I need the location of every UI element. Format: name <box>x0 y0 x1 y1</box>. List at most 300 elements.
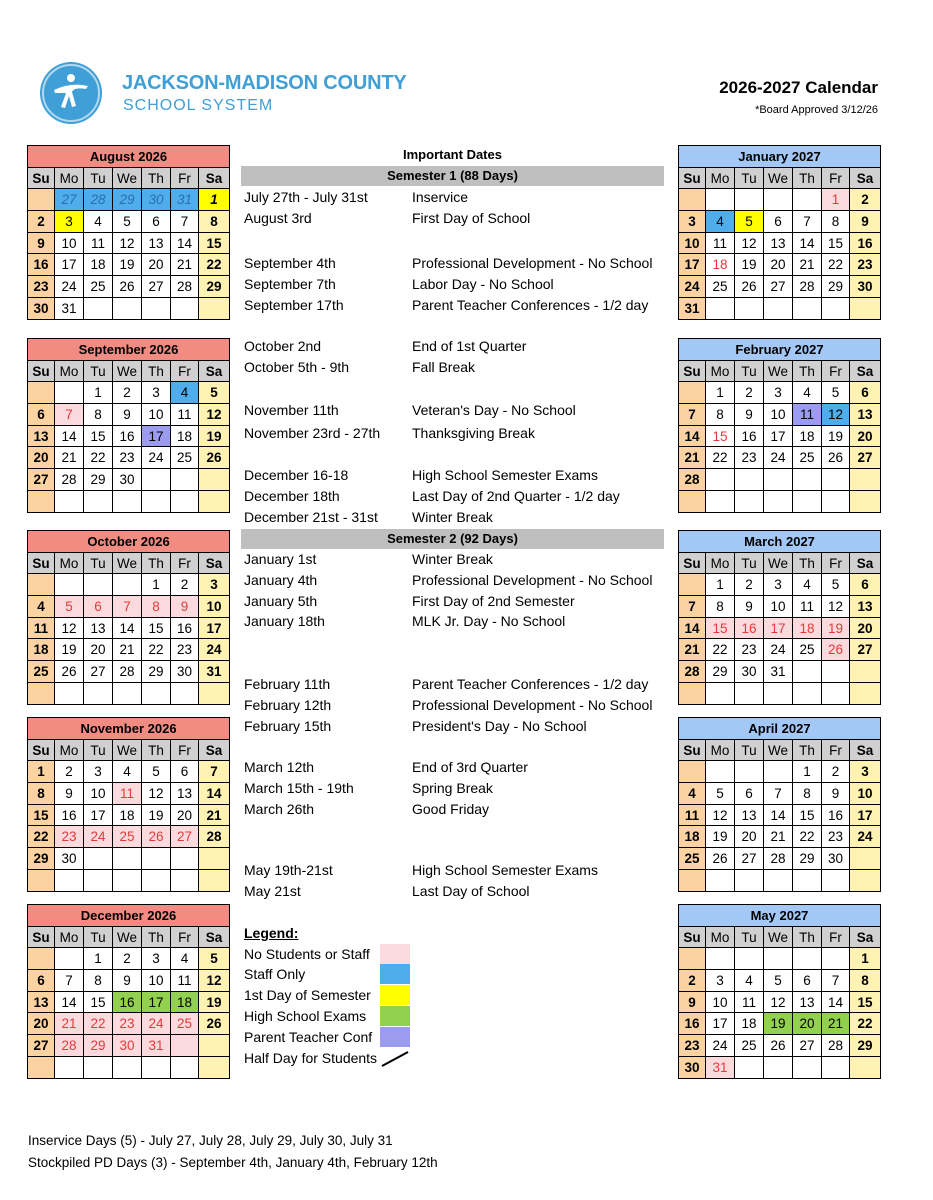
calendar-day: 9 <box>113 404 142 426</box>
calendar-day: 5 <box>822 382 850 404</box>
calendar-day: 17 <box>55 254 84 276</box>
calendar-day: 24 <box>55 276 84 298</box>
calendar-day <box>679 869 706 891</box>
calendar-day: 3 <box>199 574 230 596</box>
calendar-day <box>142 848 171 870</box>
semester-2-bar: Semester 2 (92 Days) <box>241 529 664 549</box>
event-description: Spring Break <box>412 780 493 796</box>
event-date: October 2nd <box>244 338 322 354</box>
calendar-day: 7 <box>55 404 84 426</box>
calendar-day: 6 <box>84 596 113 618</box>
calendar-day: 11 <box>679 804 706 826</box>
calendar-day: 21 <box>171 254 199 276</box>
calendar-day: 24 <box>706 1035 735 1057</box>
calendar-day: 7 <box>55 970 84 992</box>
calendar-day: 1 <box>84 948 113 970</box>
calendar-day <box>171 848 199 870</box>
day-of-week-header: Tu <box>735 552 764 574</box>
calendar-day: 16 <box>735 425 764 447</box>
event-date: March 12th <box>244 759 315 775</box>
day-of-week-header: Tu <box>84 167 113 189</box>
calendar-day <box>679 189 706 211</box>
calendar-day: 8 <box>822 211 850 233</box>
calendar-day: 14 <box>822 991 850 1013</box>
calendar-day: 2 <box>55 761 84 783</box>
calendar-day: 4 <box>113 761 142 783</box>
event-description: Labor Day - No School <box>412 276 554 292</box>
calendar-day: 21 <box>55 447 84 469</box>
month-title: October 2026 <box>28 531 230 553</box>
calendar-day: 13 <box>793 991 822 1013</box>
calendar-day <box>55 574 84 596</box>
calendar-day: 24 <box>142 1013 171 1035</box>
event-date: March 15th - 19th <box>244 780 354 796</box>
calendar-day: 2 <box>735 574 764 596</box>
day-of-week-header: Th <box>142 167 171 189</box>
calendar-day: 28 <box>822 1035 850 1057</box>
calendar-day: 26 <box>822 447 850 469</box>
calendar-day <box>764 189 793 211</box>
calendar-day: 17 <box>850 804 881 826</box>
calendar-day: 27 <box>171 826 199 848</box>
calendar-day: 11 <box>706 232 735 254</box>
calendar-day <box>199 1035 230 1057</box>
calendar-day: 6 <box>142 211 171 233</box>
calendar-day: 11 <box>113 783 142 805</box>
calendar-day: 20 <box>28 1013 55 1035</box>
calendar-day: 9 <box>735 596 764 618</box>
calendar-day <box>706 948 735 970</box>
calendar-day <box>28 1056 55 1078</box>
calendar-day: 9 <box>850 211 881 233</box>
calendar-day: 4 <box>735 970 764 992</box>
month-title: March 2027 <box>679 531 881 553</box>
calendar-day: 3 <box>850 761 881 783</box>
event-date: February 11th <box>244 676 331 692</box>
calendar-day: 27 <box>735 848 764 870</box>
event-description: End of 3rd Quarter <box>412 759 528 775</box>
event-description: Good Friday <box>412 801 490 817</box>
day-of-week-header: Th <box>793 552 822 574</box>
legend-label: Parent Teacher Conf <box>244 1029 373 1045</box>
event-date: May 19th-21st <box>244 862 333 878</box>
calendar-day: 20 <box>850 425 881 447</box>
calendar-day: 12 <box>199 404 230 426</box>
calendar-day: 3 <box>764 574 793 596</box>
calendar-day: 21 <box>822 1013 850 1035</box>
calendar-day: 25 <box>171 1013 199 1035</box>
calendar-day: 23 <box>113 447 142 469</box>
calendar-day <box>113 682 142 704</box>
calendar-day: 4 <box>28 596 55 618</box>
calendar-day: 26 <box>822 639 850 661</box>
day-of-week-header: Th <box>793 739 822 761</box>
calendar-day: 24 <box>764 447 793 469</box>
calendar-day <box>142 297 171 319</box>
calendar-day: 19 <box>764 1013 793 1035</box>
calendar-day: 31 <box>679 297 706 319</box>
calendar-day: 30 <box>850 276 881 298</box>
month-title: May 2027 <box>679 905 881 927</box>
event-description: Professional Development - No School <box>412 572 653 588</box>
event-description: Winter Break <box>412 551 493 567</box>
calendar-day: 27 <box>793 1035 822 1057</box>
calendar-day: 23 <box>735 639 764 661</box>
day-of-week-header: Sa <box>199 739 230 761</box>
calendar-day: 4 <box>793 382 822 404</box>
day-of-week-header: Mo <box>706 739 735 761</box>
day-of-week-header: Fr <box>822 552 850 574</box>
day-of-week-header: Su <box>679 926 706 948</box>
calendar-day: 29 <box>706 661 735 683</box>
calendar-day: 27 <box>850 447 881 469</box>
calendar-day: 20 <box>142 254 171 276</box>
event-date: February 12th <box>244 697 332 713</box>
day-of-week-header: Fr <box>171 926 199 948</box>
calendar-day: 25 <box>171 447 199 469</box>
semester-1-bar: Semester 1 (88 Days) <box>241 166 664 186</box>
calendar-day: 4 <box>84 211 113 233</box>
calendar-day: 25 <box>735 1035 764 1057</box>
day-of-week-header: Fr <box>822 926 850 948</box>
day-of-week-header: We <box>764 739 793 761</box>
day-of-week-header: Mo <box>706 360 735 382</box>
calendar-day: 22 <box>793 826 822 848</box>
event-description: First Day of 2nd Semester <box>412 593 575 609</box>
calendar-day: 19 <box>706 826 735 848</box>
calendar-day: 28 <box>679 661 706 683</box>
calendar-day: 17 <box>199 617 230 639</box>
calendar-day: 6 <box>171 761 199 783</box>
calendar-day: 4 <box>171 948 199 970</box>
calendar-day: 12 <box>706 804 735 826</box>
day-of-week-header: Mo <box>55 926 84 948</box>
calendar-day: 6 <box>28 404 55 426</box>
calendar-day <box>822 1056 850 1078</box>
day-of-week-header: Th <box>793 926 822 948</box>
day-of-week-header: Su <box>28 167 55 189</box>
calendar-day: 18 <box>84 254 113 276</box>
day-of-week-header: Tu <box>735 360 764 382</box>
day-of-week-header: Tu <box>84 360 113 382</box>
day-of-week-header: Fr <box>171 739 199 761</box>
calendar-day: 29 <box>142 661 171 683</box>
calendar-day <box>113 869 142 891</box>
calendar-day: 1 <box>850 948 881 970</box>
calendar-day: 15 <box>822 232 850 254</box>
calendar-day: 7 <box>793 211 822 233</box>
calendar-day: 3 <box>706 970 735 992</box>
page-title: 2026-2027 Calendar <box>719 78 878 97</box>
calendar-day: 21 <box>679 639 706 661</box>
calendar-day: 30 <box>55 848 84 870</box>
calendar-day: 4 <box>706 211 735 233</box>
calendar-day: 18 <box>28 639 55 661</box>
calendar-day: 6 <box>850 382 881 404</box>
calendar-day: 10 <box>764 404 793 426</box>
calendar-day: 28 <box>199 826 230 848</box>
calendar-day <box>171 297 199 319</box>
calendar-day: 18 <box>793 617 822 639</box>
calendar-day: 25 <box>793 447 822 469</box>
legend-label: High School Exams <box>244 1008 367 1024</box>
calendar-day: 13 <box>28 425 55 447</box>
day-of-week-header: Su <box>679 360 706 382</box>
calendar-day: 12 <box>199 970 230 992</box>
calendar-day: 19 <box>822 617 850 639</box>
calendar-day: 11 <box>84 232 113 254</box>
calendar-day: 3 <box>142 948 171 970</box>
calendar-day: 19 <box>822 425 850 447</box>
calendar-day: 24 <box>850 826 881 848</box>
calendar-day: 29 <box>822 276 850 298</box>
calendar-day: 23 <box>55 826 84 848</box>
day-of-week-header: We <box>113 167 142 189</box>
event-description: Last Day of School <box>412 883 530 899</box>
calendar-day <box>199 682 230 704</box>
event-date: November 23rd - 27th <box>244 425 381 441</box>
calendar-day: 21 <box>793 254 822 276</box>
calendar-day <box>55 682 84 704</box>
day-of-week-header: Sa <box>850 167 881 189</box>
calendar-day: 22 <box>84 447 113 469</box>
calendar-day <box>793 661 822 683</box>
calendar-day <box>793 1056 822 1078</box>
calendar-day: 9 <box>822 783 850 805</box>
month-title: April 2027 <box>679 718 881 740</box>
calendar-day <box>55 490 84 512</box>
calendar-day <box>735 297 764 319</box>
month-title: September 2026 <box>28 339 230 361</box>
calendar-day <box>822 297 850 319</box>
calendar-day: 31 <box>706 1056 735 1078</box>
calendar-day: 20 <box>84 639 113 661</box>
calendar-day: 15 <box>84 425 113 447</box>
day-of-week-header: We <box>764 926 793 948</box>
calendar-day: 26 <box>142 826 171 848</box>
calendar-day: 29 <box>793 848 822 870</box>
event-date: March 26th <box>244 801 315 817</box>
legend-swatch <box>380 944 410 964</box>
calendar-day <box>28 490 55 512</box>
calendar-day <box>764 761 793 783</box>
calendar-day <box>28 948 55 970</box>
calendar-day: 10 <box>199 596 230 618</box>
calendar-day <box>171 1035 199 1057</box>
event-date: October 5th - 9th <box>244 359 350 375</box>
event-date: May 21st <box>244 883 301 899</box>
calendar-day: 5 <box>735 211 764 233</box>
calendar-day: 17 <box>764 425 793 447</box>
event-description: Parent Teacher Conferences - 1/2 day <box>412 676 649 692</box>
calendar-day: 14 <box>171 232 199 254</box>
calendar-day: 8 <box>28 783 55 805</box>
calendar-day: 7 <box>113 596 142 618</box>
month-title: December 2026 <box>28 905 230 927</box>
calendar-day <box>84 1056 113 1078</box>
calendar-day: 7 <box>822 970 850 992</box>
calendar-day: 19 <box>735 254 764 276</box>
calendar-day <box>171 1056 199 1078</box>
calendar-day <box>142 490 171 512</box>
event-date: February 15th <box>244 718 332 734</box>
calendar-day <box>764 948 793 970</box>
calendar-day: 22 <box>850 1013 881 1035</box>
calendar-day: 28 <box>55 1035 84 1057</box>
calendar-day: 9 <box>55 783 84 805</box>
inservice-days-note: Inservice Days (5) - July 27, July 28, July 29, July 30, July 31 <box>28 1133 393 1148</box>
month-title: February 2027 <box>679 339 881 361</box>
calendar-day: 8 <box>706 404 735 426</box>
calendar-day <box>199 848 230 870</box>
calendar-day: 24 <box>764 639 793 661</box>
calendar-day <box>113 297 142 319</box>
calendar-day: 5 <box>822 574 850 596</box>
calendar-day <box>84 682 113 704</box>
calendar-day: 21 <box>764 826 793 848</box>
calendar-day: 6 <box>28 970 55 992</box>
calendar-day <box>764 682 793 704</box>
calendar-day: 1 <box>706 574 735 596</box>
calendar-day <box>822 469 850 491</box>
calendar-day: 14 <box>679 617 706 639</box>
event-date: September 4th <box>244 255 336 271</box>
calendar-day: 25 <box>706 276 735 298</box>
calendar-day <box>171 490 199 512</box>
calendar-day: 7 <box>171 211 199 233</box>
calendar-day: 23 <box>113 1013 142 1035</box>
calendar-day <box>84 848 113 870</box>
calendar-day: 30 <box>142 189 171 211</box>
calendar-day <box>113 490 142 512</box>
calendar-day: 15 <box>850 991 881 1013</box>
calendar-day: 15 <box>84 991 113 1013</box>
approval-note: *Board Approved 3/12/26 <box>755 104 878 116</box>
calendar-day: 7 <box>199 761 230 783</box>
day-of-week-header: Mo <box>706 167 735 189</box>
calendar-day: 16 <box>55 804 84 826</box>
calendar-day: 12 <box>113 232 142 254</box>
calendar-day: 23 <box>171 639 199 661</box>
calendar-day: 30 <box>113 469 142 491</box>
day-of-week-header: Sa <box>199 926 230 948</box>
day-of-week-header: Su <box>28 926 55 948</box>
event-description: President's Day - No School <box>412 718 587 734</box>
calendar-day <box>55 948 84 970</box>
calendar-day: 3 <box>142 382 171 404</box>
month-calendar <box>678 145 881 320</box>
calendar-day: 8 <box>84 404 113 426</box>
calendar-day: 14 <box>679 425 706 447</box>
calendar-day <box>735 682 764 704</box>
calendar-day <box>706 682 735 704</box>
calendar-day: 22 <box>28 826 55 848</box>
calendar-day <box>113 848 142 870</box>
calendar-day: 10 <box>142 970 171 992</box>
calendar-day <box>142 469 171 491</box>
month-calendar <box>678 904 881 1079</box>
calendar-day <box>199 490 230 512</box>
calendar-day <box>850 1056 881 1078</box>
day-of-week-header: Sa <box>199 360 230 382</box>
calendar-day: 9 <box>171 596 199 618</box>
org-name: JACKSON-MADISON COUNTY <box>122 72 407 94</box>
calendar-day: 17 <box>142 425 171 447</box>
calendar-day: 8 <box>142 596 171 618</box>
day-of-week-header: Fr <box>171 360 199 382</box>
calendar-day: 13 <box>764 232 793 254</box>
calendar-day: 28 <box>84 189 113 211</box>
calendar-day: 14 <box>55 991 84 1013</box>
calendar-day: 15 <box>28 804 55 826</box>
calendar-day: 4 <box>679 783 706 805</box>
calendar-day <box>850 490 881 512</box>
day-of-week-header: Sa <box>850 926 881 948</box>
calendar-day <box>706 297 735 319</box>
calendar-day <box>793 682 822 704</box>
day-of-week-header: We <box>113 360 142 382</box>
org-subtitle: SCHOOL SYSTEM <box>123 97 274 114</box>
calendar-day: 7 <box>679 404 706 426</box>
calendar-day: 9 <box>735 404 764 426</box>
calendar-day <box>822 682 850 704</box>
calendar-day: 29 <box>850 1035 881 1057</box>
calendar-day: 31 <box>171 189 199 211</box>
calendar-day: 18 <box>735 1013 764 1035</box>
calendar-day <box>84 490 113 512</box>
calendar-day: 22 <box>142 639 171 661</box>
calendar-day <box>55 1056 84 1078</box>
calendar-day: 2 <box>113 948 142 970</box>
event-date: September 17th <box>244 297 344 313</box>
legend-label: No Students or Staff <box>244 946 370 962</box>
calendar-day <box>735 869 764 891</box>
day-of-week-header: We <box>113 552 142 574</box>
calendar-day: 20 <box>171 804 199 826</box>
event-description: Parent Teacher Conferences - 1/2 day <box>412 297 649 313</box>
calendar-day: 8 <box>84 970 113 992</box>
calendar-day <box>28 869 55 891</box>
event-description: Veteran's Day - No School <box>412 402 576 418</box>
calendar-day: 1 <box>706 382 735 404</box>
calendar-day <box>764 1056 793 1078</box>
event-description: Inservice <box>412 189 469 205</box>
calendar-day: 22 <box>706 639 735 661</box>
calendar-day: 14 <box>55 425 84 447</box>
calendar-day: 11 <box>171 970 199 992</box>
calendar-day: 18 <box>171 991 199 1013</box>
calendar-day: 22 <box>822 254 850 276</box>
event-date: January 4th <box>244 572 318 588</box>
calendar-day: 27 <box>28 469 55 491</box>
calendar-day: 18 <box>679 826 706 848</box>
day-of-week-header: Tu <box>735 167 764 189</box>
calendar-day: 4 <box>793 574 822 596</box>
event-date: September 7th <box>244 276 336 292</box>
calendar-day <box>199 469 230 491</box>
calendar-day: 12 <box>764 991 793 1013</box>
day-of-week-header: Tu <box>84 926 113 948</box>
day-of-week-header: Th <box>142 360 171 382</box>
calendar-day: 28 <box>171 276 199 298</box>
calendar-day: 23 <box>28 276 55 298</box>
legend-swatch <box>380 1006 410 1026</box>
calendar-day: 15 <box>199 232 230 254</box>
day-of-week-header: Tu <box>84 739 113 761</box>
calendar-day: 17 <box>679 254 706 276</box>
calendar-day: 23 <box>822 826 850 848</box>
day-of-week-header: Fr <box>171 167 199 189</box>
